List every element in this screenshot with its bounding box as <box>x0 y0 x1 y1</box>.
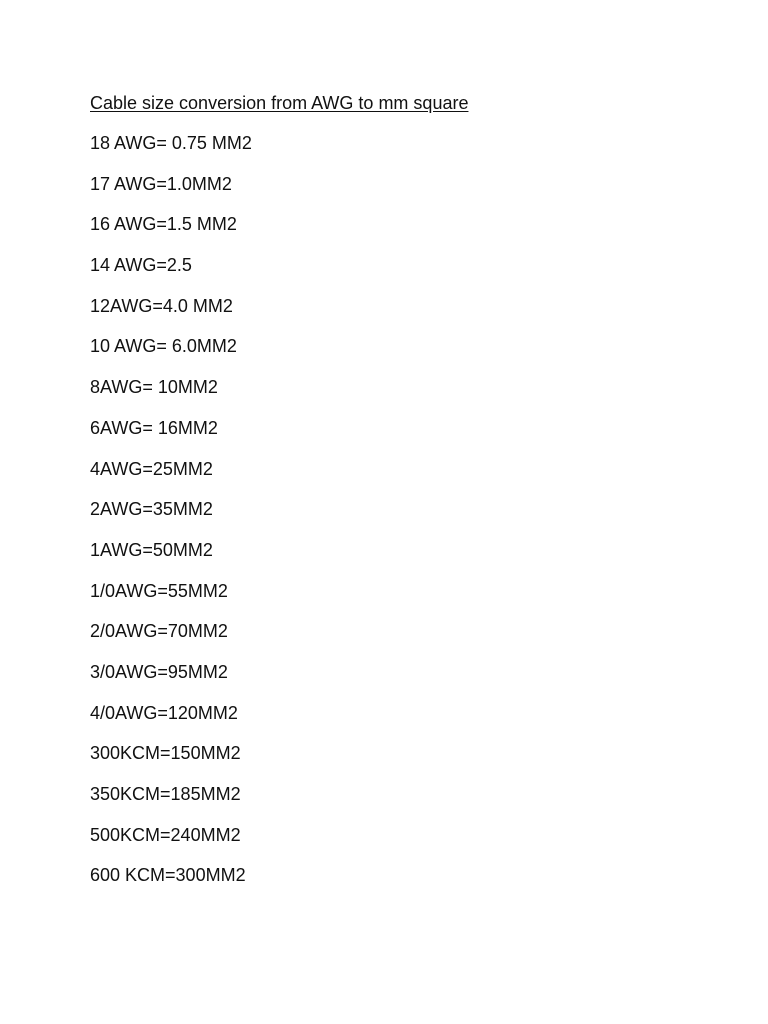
conversion-entry: 1AWG=50MM2 <box>90 539 213 560</box>
conversion-entry: 17 AWG=1.0MM2 <box>90 173 232 194</box>
conversion-entry: 2AWG=35MM2 <box>90 499 213 520</box>
conversion-entry: 14 AWG=2.5 <box>90 255 192 276</box>
conversion-entry: 4/0AWG=120MM2 <box>90 702 238 723</box>
conversion-entry: 8AWG= 10MM2 <box>90 377 218 398</box>
conversion-entry: 3/0AWG=95MM2 <box>90 661 228 682</box>
conversion-list <box>90 132 710 886</box>
conversion-entry: 12AWG=4.0 MM2 <box>90 295 233 316</box>
conversion-entry: 600 KCM=300MM2 <box>90 865 246 886</box>
document-title: Cable size conversion from AWG to mm square <box>90 93 469 113</box>
conversion-entry: 16 AWG=1.5 MM2 <box>90 214 237 235</box>
conversion-entry: 2/0AWG=70MM2 <box>90 621 228 642</box>
conversion-entry: 350KCM=185MM2 <box>90 784 241 804</box>
conversion-entry: 6AWG= 16MM2 <box>90 417 218 438</box>
conversion-entry: 300KCM=150MM2 <box>90 743 241 764</box>
conversion-entry: 18 AWG= 0.75 MM2 <box>90 133 252 153</box>
conversion-entry: 500KCM=240MM2 <box>90 824 241 845</box>
document-page <box>90 92 710 905</box>
conversion-entry: 10 AWG= 6.0MM2 <box>90 336 237 357</box>
conversion-entry: 1/0AWG=55MM2 <box>90 580 228 601</box>
conversion-entry: 4AWG=25MM2 <box>90 458 213 479</box>
